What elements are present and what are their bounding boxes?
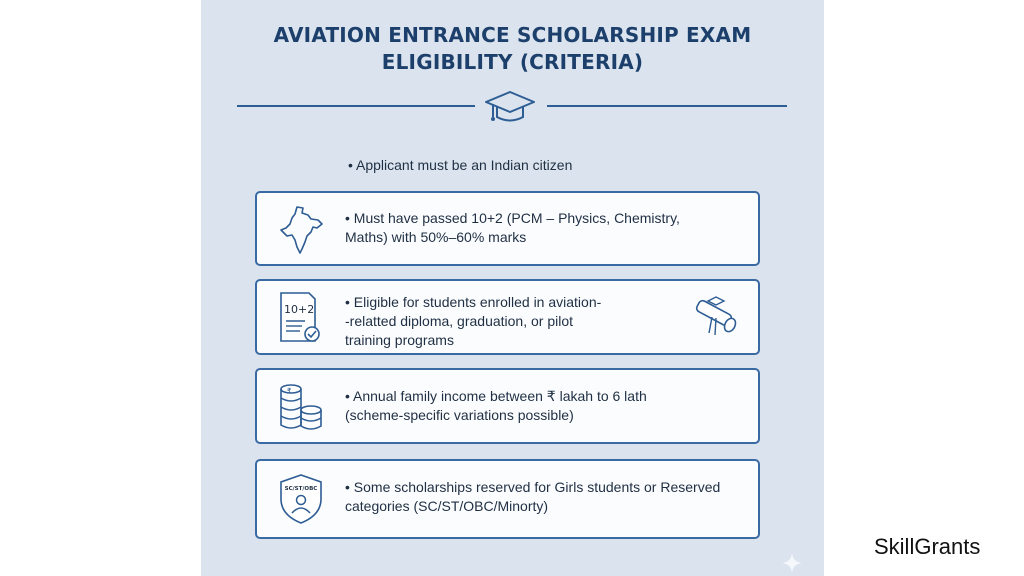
criterion-card <box>255 279 760 355</box>
graduation-cap-icon <box>484 90 536 124</box>
criterion-citizenship: • Applicant must be an Indian citizen <box>348 157 573 173</box>
coin-stack-icon <box>275 380 327 432</box>
india-map-icon <box>275 204 327 256</box>
poster-title <box>201 22 824 76</box>
criterion-text: • Must have passed 10+2 (PCM – Physics, Chemistry, Maths) with 50%–60% marks <box>345 210 680 245</box>
diploma-scroll-icon <box>690 295 740 339</box>
criterion-card <box>255 191 760 266</box>
criterion-text: • Eligible for students enrolled in aviation- -relatted diploma, graduation, or pilot training programs <box>345 294 602 348</box>
shield-label: SC/ST/OBC <box>284 486 318 492</box>
title-line-2: ELIGIBILITY (CRITERIA) <box>381 50 644 74</box>
brand-watermark: SkillGrants <box>874 534 981 559</box>
poster <box>201 0 824 576</box>
svg-text:₹: ₹ <box>287 387 292 395</box>
sparkle-icon <box>781 552 803 574</box>
criterion-card <box>255 459 760 539</box>
criterion-text: • Some scholarships reserved for Girls students or Reserved categories (SC/ST/OBC/Minorty) <box>345 479 721 514</box>
divider-right <box>547 105 787 107</box>
certificate-icon <box>275 291 327 343</box>
reserved-shield-icon <box>275 473 327 525</box>
criterion-card <box>255 368 760 444</box>
divider-left <box>237 105 475 107</box>
criterion-text: • Annual family income between ₹ lakah to 6 lath (scheme-specific variations possible) <box>345 388 647 423</box>
certificate-label: 10+2 <box>284 303 315 316</box>
title-line-1: AVIATION ENTRANCE SCHOLARSHIP EXAM <box>273 23 752 47</box>
